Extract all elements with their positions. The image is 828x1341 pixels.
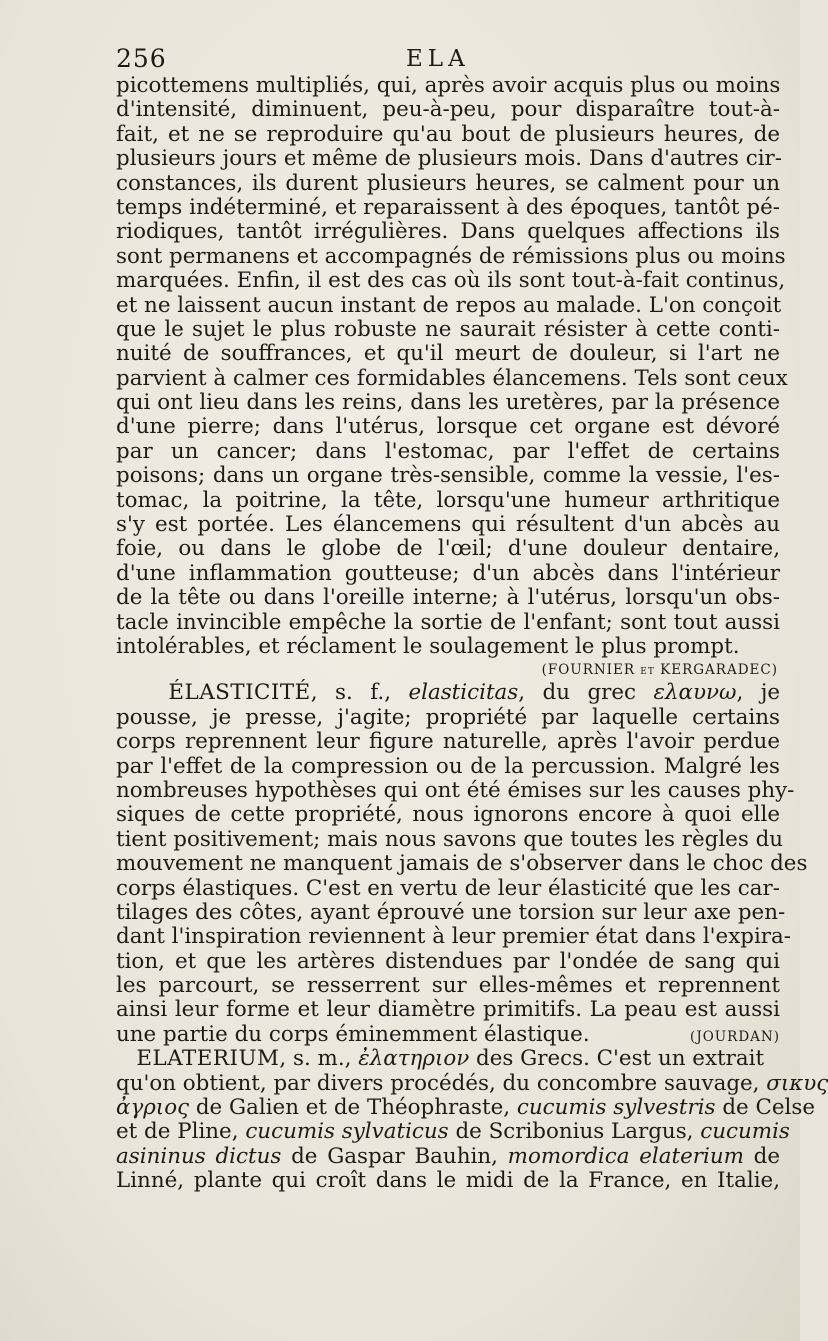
text-line: intolérables, et réclament le soulagement le plus prompt. [116,633,740,659]
text-line: plusieurs jours et même de plusieurs mois. Dans d'autres cir- [116,146,782,172]
latin-term: cucumis sylvaticus [245,1119,449,1145]
author-signature: (FOURNIER et KERGARADEC) [541,662,778,679]
latin-term: asininus dictus [116,1143,282,1169]
text-line: que le sujet le plus robuste ne saurait résister à cette conti- [116,316,780,342]
entry-elasticite [116,680,808,1047]
text-line: corps reprennent leur figure naturelle, après l'avoir perdue [116,729,780,755]
greek-term: ἀγριος [116,1095,190,1121]
text-fragment: une partie du corps éminemment élastique. [116,1021,590,1047]
paragraph-elancement-continued [116,73,788,681]
greek-term: ἐλατηριον [358,1046,470,1072]
greek-term: σικυς [766,1070,828,1096]
text-line: siques de cette propriété, nous ignorons encore à quoi elle [116,802,780,828]
text-fragment: de Gaspar Bauhin, [281,1143,508,1169]
text-fragment: , je [736,680,780,706]
text-line: dant l'inspiration reviennent à leur premier état dans l'expira- [116,924,792,950]
entry-elaterium [116,1046,828,1194]
text-line: constances, ils durent plusieurs heures, se calment pour un [116,170,780,196]
text-fragment: de Scribonius Largus, [448,1119,701,1145]
entry-grammar: , s. m., [279,1046,359,1072]
text-fragment: et de Pline, [116,1119,246,1145]
text-fragment: de [743,1143,781,1169]
text-line: picottemens multipliés, qui, après avoir acquis plus ou moins [116,73,781,98]
text-line: s'y est portée. Les élancemens qui résultent d'un abcès au [116,512,780,538]
text-line: tacle invincible empêche la sortie de l'enfant; sont tout aussi [116,609,780,635]
greek-term: ελαυνω [653,680,737,706]
latin-term: elasticitas [408,680,519,706]
text-line [116,1070,828,1096]
text-line: d'une pierre; dans l'utérus, lorsque cet organe est dévoré [116,414,780,440]
latin-term: cucumis [700,1119,790,1145]
text-line: pousse, je presse, j'agite; propriété par laquelle certains [116,704,780,730]
text-line: qui ont lieu dans les reins, dans les uretères, par la présence [116,390,780,416]
text-line: tomac, la poitrine, la tête, lorsqu'une humeur arthritique [116,487,780,513]
entry-first-line [116,681,780,705]
text-line: tilages des côtes, ayant éprouvé une torsion sur leur axe pen- [116,899,786,925]
running-head: ELA [406,46,470,72]
text-line: de la tête ou dans l'oreille interne; à l'utérus, lorsqu'un obs- [116,585,780,611]
entry-first-line [116,1047,780,1071]
text-fragment: , du grec [518,680,654,706]
text-fragment: de Celse [715,1095,815,1121]
latin-term: cucumis sylvestris [516,1095,716,1121]
text-line: tient positivement; mais nous savons que toutes les règles du [116,826,784,852]
text-line: marquées. Enfin, il est des cas où ils sont tout-à-fait continus, [116,268,786,294]
text-line: corps élastiques. C'est en vertu de leur élasticité que les car- [116,875,780,901]
text-line: sont permanens et accompagnés de rémissions plus ou moins [116,243,786,269]
text-line: poisons; dans un organe très-sensible, comme la vessie, l'es- [116,463,780,489]
author-signature: (JOURDAN) [690,1028,780,1045]
page-body [116,73,828,1194]
text-line: d'une inflammation goutteuse; d'un abcès dans l'intérieur [116,560,780,586]
page-number: 256 [116,44,167,73]
text-line: par un cancer; dans l'estomac, par l'effet de certains [116,438,780,464]
text-line [116,1119,790,1145]
text-line: ainsi leur forme et leur diamètre primitifs. La peau est aussi [116,997,780,1023]
latin-term: momordica elaterium [507,1143,744,1169]
text-line: les parcourt, se resserrent sur elles-mêmes et reprennent [116,973,780,999]
text-line: parvient à calmer ces formidables élancemens. Tels sont ceux [116,365,788,391]
text-line: nuité de souffrances, et qu'il meurt de douleur, si l'art ne [116,341,780,367]
text-line: par l'effet de la compression ou de la percussion. Malgré les [116,753,780,779]
text-line [116,1023,780,1047]
text-line: temps indéterminé, et reparaissent à des époques, tantôt pé- [116,194,780,220]
text-line: fait, et ne se reproduire qu'au bout de plusieurs heures, de [116,121,780,147]
text-line: nombreuses hypothèses qui ont été émises sur les causes phy- [116,777,795,803]
entry-grammar: , s. f., [310,680,409,706]
text-line: et ne laissent aucun instant de repos au malade. L'on conçoit [116,292,782,318]
text-fragment: des Grecs. C'est un extrait [469,1046,765,1072]
text-line: Linné, plante qui croît dans le midi de la France, en Italie, [116,1168,780,1194]
text-line: riodiques, tantôt irrégulières. Dans quelques affections ils [116,219,780,245]
text-fragment: qu'on obtient, par divers procédés, du concombre sauvage, [116,1070,767,1096]
text-line: foie, ou dans le globe de l'œil; d'une douleur dentaire, [116,536,780,562]
text-line: mouvement ne manquent jamais de s'observer dans le choc des [116,851,808,877]
text-line: d'intensité, diminuent, peu-à-peu, pour disparaître tout-à- [116,97,780,123]
entry-headword: ÉLASTICITÉ [168,680,311,706]
text-line: tion, et que les artères distendues par l'ondée de sang qui [116,948,780,974]
entry-headword: ELATERIUM [136,1046,280,1072]
text-line [116,1095,815,1121]
text-fragment: de Galien et de Théophraste, [189,1095,517,1121]
text-line [116,1145,780,1169]
